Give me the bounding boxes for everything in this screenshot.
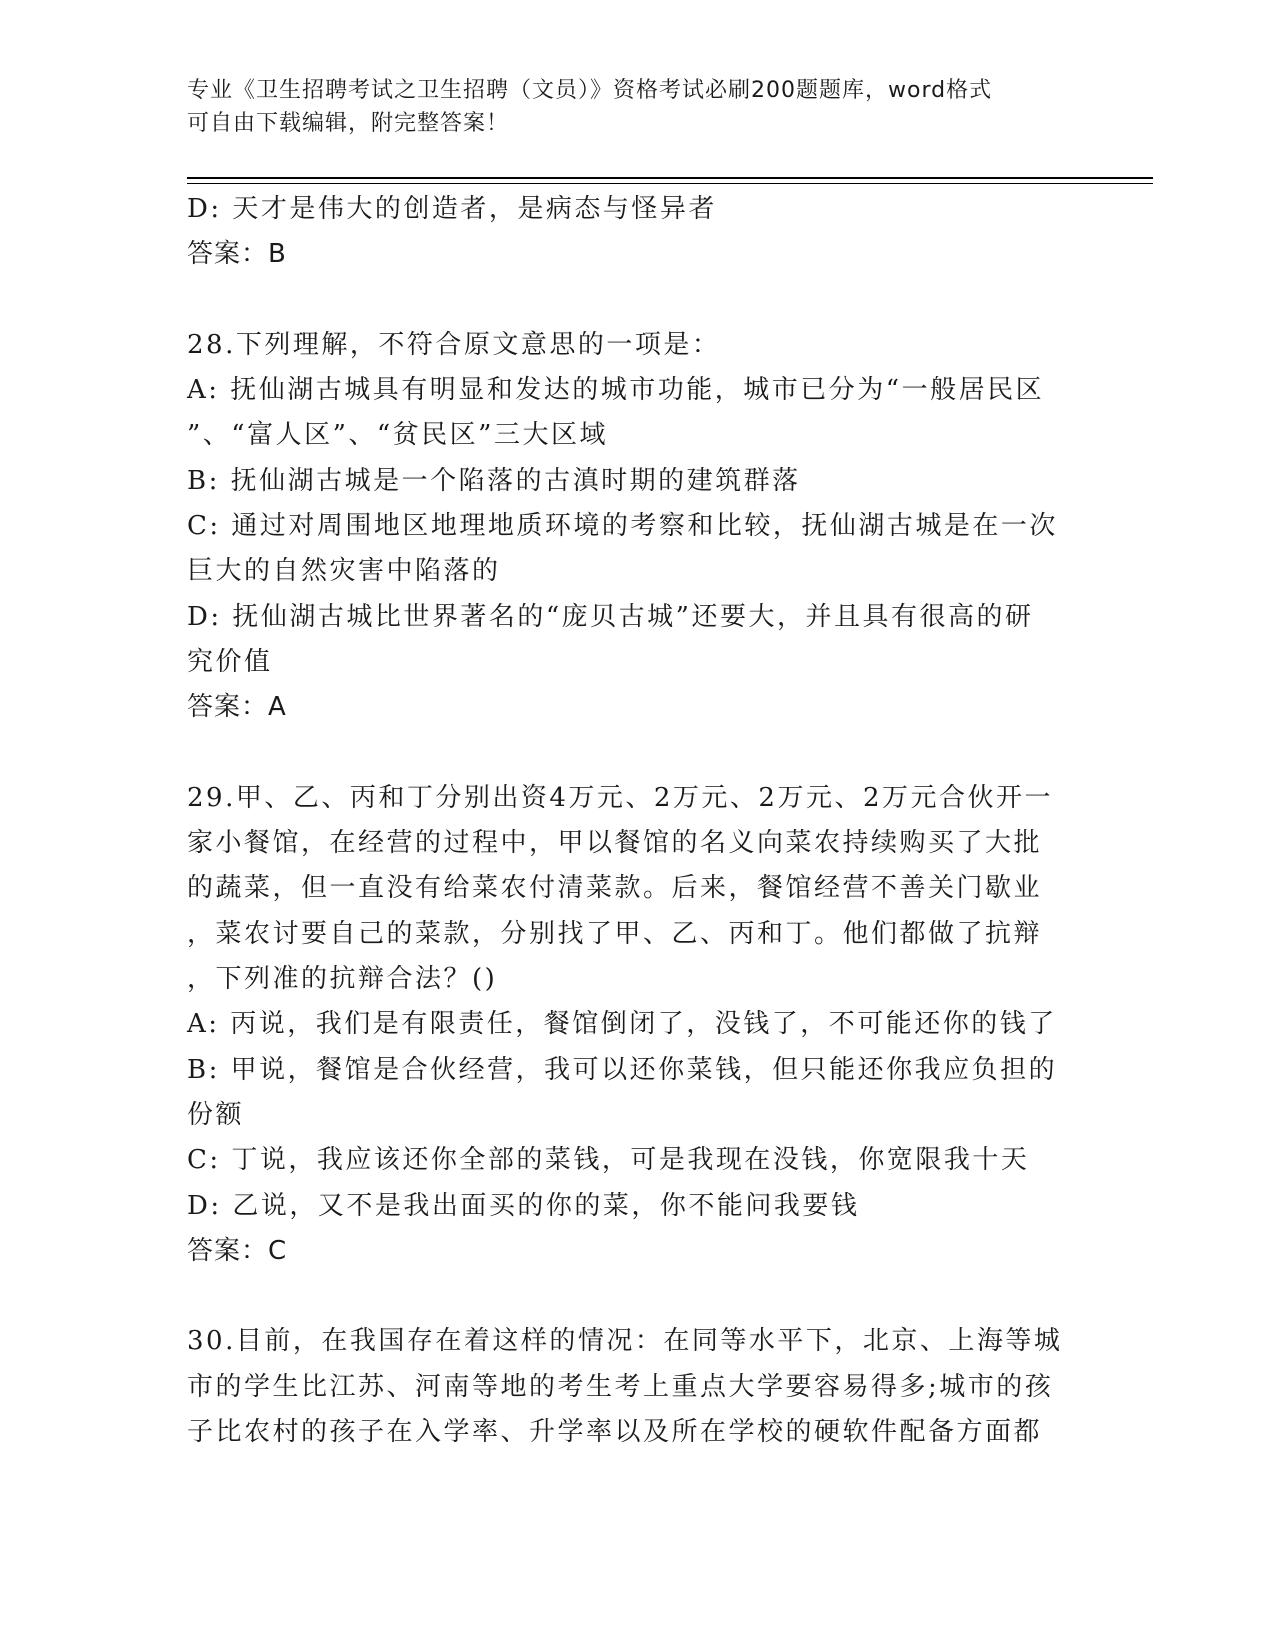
question-28-option-c: C: 通过对周围地区地理地质环境的考察和比较，抚仙湖古城是在一次	[187, 511, 1058, 542]
question-28	[187, 323, 1087, 731]
question-29-stem-cont: ，菜农讨要自己的菜款，分别找了甲、乙、丙和丁。他们都做了抗辩	[187, 918, 1043, 949]
question-29-stem-cont: 家小餐馆，在经营的过程中，甲以餐馆的名义向菜农持续购买了大批	[187, 828, 1043, 859]
question-29-option-b: B: 甲说，餐馆是合伙经营，我可以还你菜钱，但只能还你我应负担的	[187, 1054, 1058, 1085]
question-30	[187, 1319, 1087, 1455]
question-29-option-c: C: 丁说，我应该还你全部的菜钱，可是我现在没钱，你宽限我十天	[187, 1145, 1030, 1176]
question-29-stem-cont: ，下列准的抗辩合法？()	[187, 964, 498, 995]
question-29-option-a: A: 丙说，我们是有限责任，餐馆倒闭了，没钱了，不可能还你的钱了	[187, 1009, 1057, 1040]
header-divider-thin	[187, 183, 1153, 184]
question-28-stem: 28.下列理解，不符合原文意思的一项是：	[187, 329, 721, 360]
question-28-option-d: D: 抚仙湖古城比世界著名的“庞贝古城”还要大，并且具有很高的研	[187, 601, 1034, 632]
question-27-tail	[187, 187, 1087, 278]
spacer	[187, 731, 1087, 776]
question-28-option-c-cont: 巨大的自然灾害中陷落的	[187, 556, 501, 587]
question-28-option-a-cont: ”、“富人区”、“贫民区”三大区域	[187, 420, 608, 451]
question-29-option-d: D: 乙说，又不是我出面买的你的菜，你不能问我要钱	[187, 1190, 860, 1221]
question-30-stem-cont: 市的学生比江苏、河南等地的考生考上重点大学要容易得多;城市的孩	[187, 1371, 1054, 1402]
spacer	[187, 278, 1087, 323]
question-content	[187, 187, 1087, 1455]
question-28-option-b: B: 抚仙湖古城是一个陷落的古滇时期的建筑群落	[187, 465, 801, 496]
spacer	[187, 1274, 1087, 1319]
document-header	[187, 74, 1067, 140]
question-27-option-d: D: 天才是伟大的创造者，是病态与怪异者	[187, 194, 717, 224]
header-title-line-2: 可自由下载编辑，附完整答案！	[187, 111, 510, 136]
question-28-option-a: A: 抚仙湖古城具有明显和发达的城市功能，城市已分为“一般居民区	[187, 375, 1045, 406]
question-29-stem: 29.甲、乙、丙和丁分别出资4万元、2万元、2万元、2万元合伙开一	[187, 782, 1054, 813]
question-28-answer: 答案：A	[187, 692, 287, 723]
question-30-stem-cont: 子比农村的孩子在入学率、升学率以及所在学校的硬软件配备方面都	[187, 1417, 1043, 1448]
question-29	[187, 776, 1087, 1274]
question-27-answer: 答案：B	[187, 239, 287, 270]
question-30-stem: 30.目前，在我国存在着这样的情况：在同等水平下，北京、上海等城	[187, 1326, 1063, 1357]
question-28-option-d-cont: 究价值	[187, 646, 273, 677]
question-29-option-b-cont: 份额	[187, 1099, 245, 1130]
question-29-answer: 答案：C	[187, 1235, 288, 1266]
header-divider-thick	[187, 177, 1153, 179]
header-title-line-1: 专业《卫生招聘考试之卫生招聘（文员）》资格考试必刷200题题库，word格式	[187, 78, 993, 103]
question-29-stem-cont: 的蔬菜，但一直没有给菜农付清菜款。后来，餐馆经营不善关门歇业	[187, 873, 1043, 904]
